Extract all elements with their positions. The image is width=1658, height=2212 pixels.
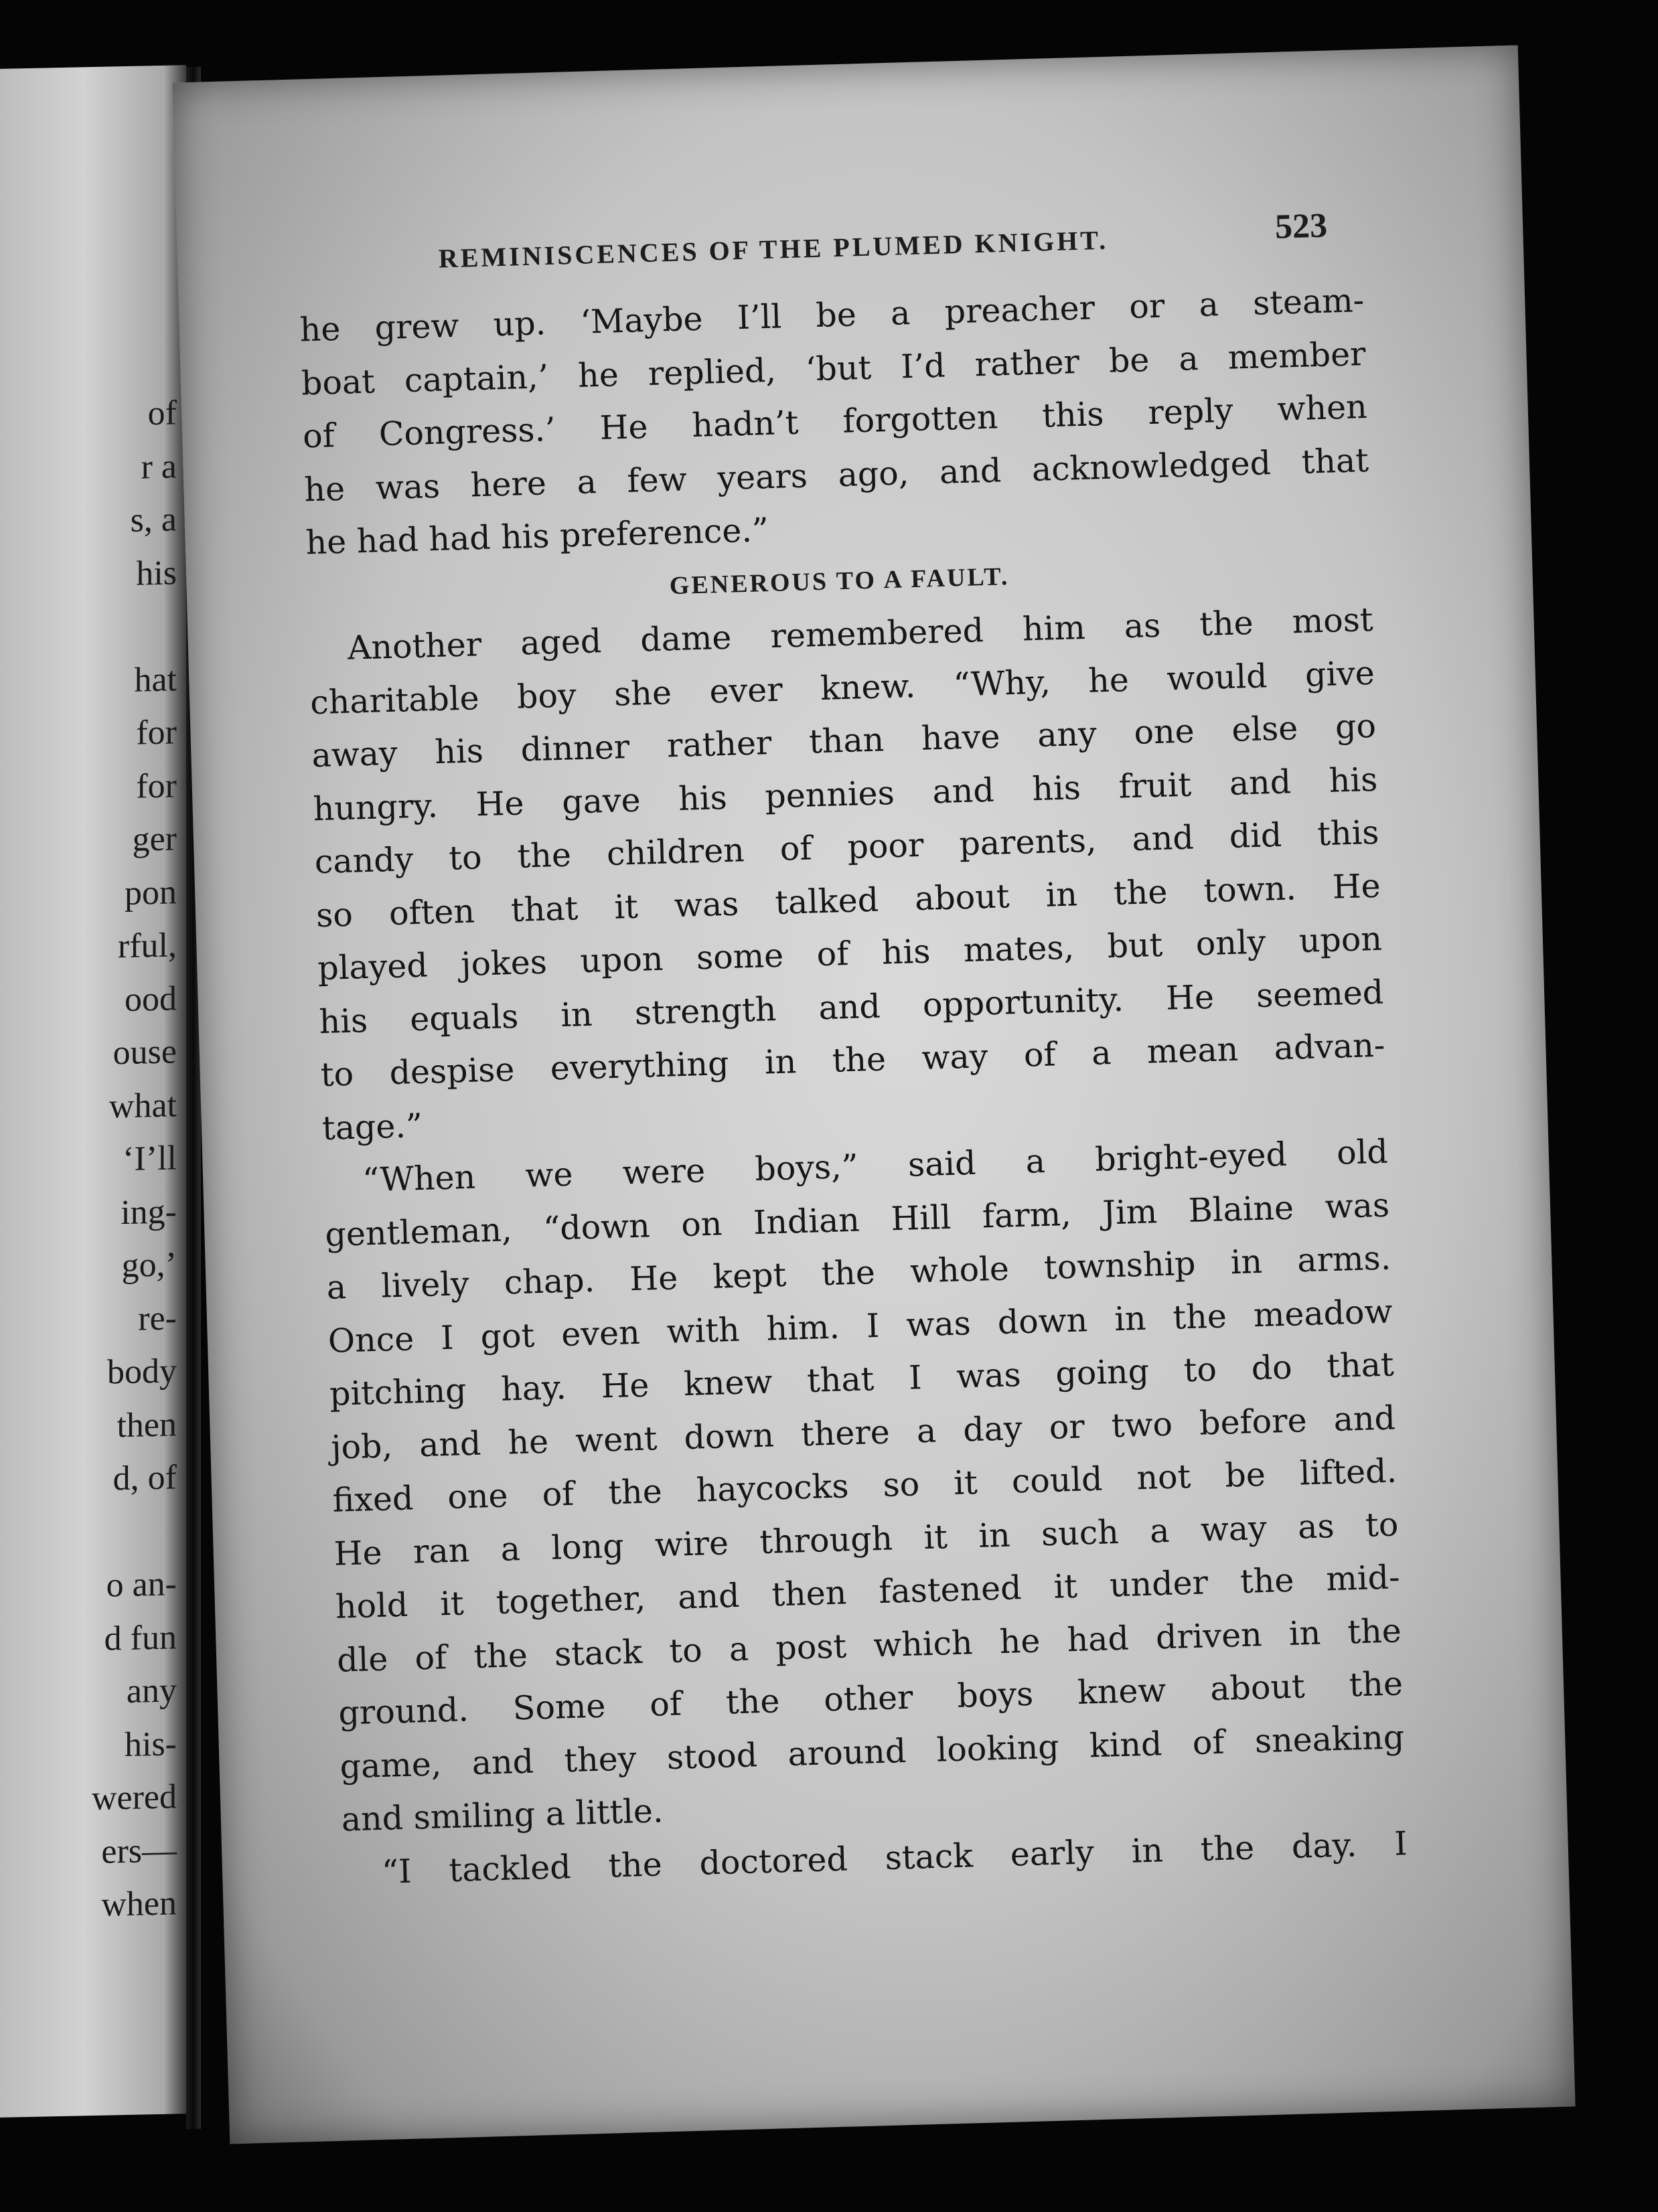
text-line: “I tackled the doctored stack early in the day. I <box>381 1824 1408 1891</box>
facing-page-fragment: then <box>117 1405 177 1445</box>
facing-page-fragment: rful, <box>117 926 177 966</box>
text-line: he was here a few years ago, and acknowledged that <box>303 441 1369 509</box>
text-line: away his dinner rather than have any one else go <box>311 706 1377 775</box>
facing-page-fragment: his- <box>125 1724 177 1764</box>
text-line: job, and he went down there a day or two before and <box>330 1398 1396 1467</box>
text-line: He ran a long wire through it in such a way as to <box>333 1504 1400 1573</box>
facing-page-fragment: hat <box>134 659 177 700</box>
text-line: boat captain,’ he replied, ‘but I’d rather be a member <box>301 334 1367 402</box>
text-line: Another aged dame remembered him as the most <box>347 600 1374 667</box>
facing-page-fragment: wered <box>91 1778 177 1818</box>
text-line: so often that it was talked about in the town. He <box>315 866 1381 935</box>
body-text <box>299 274 1408 1899</box>
text-line: and smiling a little. <box>341 1792 664 1839</box>
text-line: pitching hay. He knew that I was going to do that <box>329 1345 1395 1413</box>
facing-page-fragment: any <box>126 1671 177 1711</box>
text-line: he had had his preference.” <box>305 511 769 562</box>
running-head: REMINISCENCES OF THE PLUMED KNIGHT. <box>438 224 1109 274</box>
facing-page-fragment: s, a <box>130 500 177 540</box>
text-line: charitable boy she ever knew. “Why, he would give <box>309 653 1375 722</box>
text-line: hungry. He gave his pennies and his fruit and his <box>312 760 1378 828</box>
text-line: of Congress.’ He hadn’t forgotten this reply when <box>302 388 1368 456</box>
text-line: gentleman, “down on Indian Hill farm, Jim Blaine was <box>324 1186 1390 1254</box>
book-page <box>172 46 1575 2144</box>
text-line: he grew up. ‘Maybe I’ll be a preacher or a steam- <box>299 281 1365 349</box>
text-line: fixed one of the haycocks so it could not be lifted. <box>331 1451 1398 1520</box>
facing-page-fragment: ers— <box>101 1830 177 1871</box>
facing-page-fragment: pon <box>125 872 177 913</box>
facing-page-fragment <box>92 1504 177 1559</box>
facing-page-fragment: r a <box>141 447 177 487</box>
facing-page-fragment: re- <box>138 1298 177 1338</box>
text-line: to despise everything in the way of a mean advan- <box>320 1026 1386 1095</box>
facing-page-fragment: go,’ <box>121 1245 177 1285</box>
facing-page-fragment: o an- <box>106 1565 177 1605</box>
page-number: 523 <box>1274 206 1328 246</box>
facing-page-fragment: ood <box>125 979 177 1019</box>
text-line: candy to the children of poor parents, and did this <box>314 813 1380 882</box>
text-line: a lively chap. He kept the whole township in arms. <box>325 1239 1391 1307</box>
facing-page-fragment: of <box>147 394 177 433</box>
facing-page-fragment: for <box>136 766 177 806</box>
text-line: his equals in strength and opportunity. He seemed <box>318 973 1384 1041</box>
facing-page-fragment: his <box>136 553 177 593</box>
text-line: Once I got even with him. I was down in the meadow <box>327 1292 1393 1360</box>
facing-page-fragment: d, of <box>112 1458 177 1498</box>
facing-page-fragment: ‘I’ll <box>123 1139 177 1179</box>
facing-page-fragment <box>92 599 177 654</box>
text-line: played jokes upon some of his mates, but only upon <box>317 919 1383 988</box>
facing-page-fragment: d fun <box>104 1617 177 1658</box>
facing-page-fragment: what <box>108 1085 177 1125</box>
text-line: dle of the stack to a post which he had driven in the <box>336 1611 1402 1680</box>
facing-page <box>0 65 186 2118</box>
text-line: “When we were boys,” said a bright-eyed old <box>362 1132 1389 1200</box>
facing-page-fragment: ing- <box>121 1192 177 1232</box>
section-heading: GENEROUS TO A FAULT. <box>669 562 1010 600</box>
text-line: ground. Some of the other boys knew about the <box>337 1664 1404 1733</box>
facing-page-fragment: for <box>136 713 177 753</box>
facing-page-fragment: when <box>101 1884 177 1924</box>
facing-page-fragment: ger <box>132 819 177 859</box>
text-line: hold it together, and then fastened it under the mid- <box>335 1558 1401 1626</box>
text-line: tage.” <box>321 1106 423 1148</box>
facing-page-fragment: body <box>107 1352 177 1392</box>
facing-page-fragment: ouse <box>112 1032 177 1073</box>
text-line: game, and they stood around looking kind of sneaking <box>339 1717 1405 1786</box>
facing-page-text-fragments <box>92 386 177 1931</box>
